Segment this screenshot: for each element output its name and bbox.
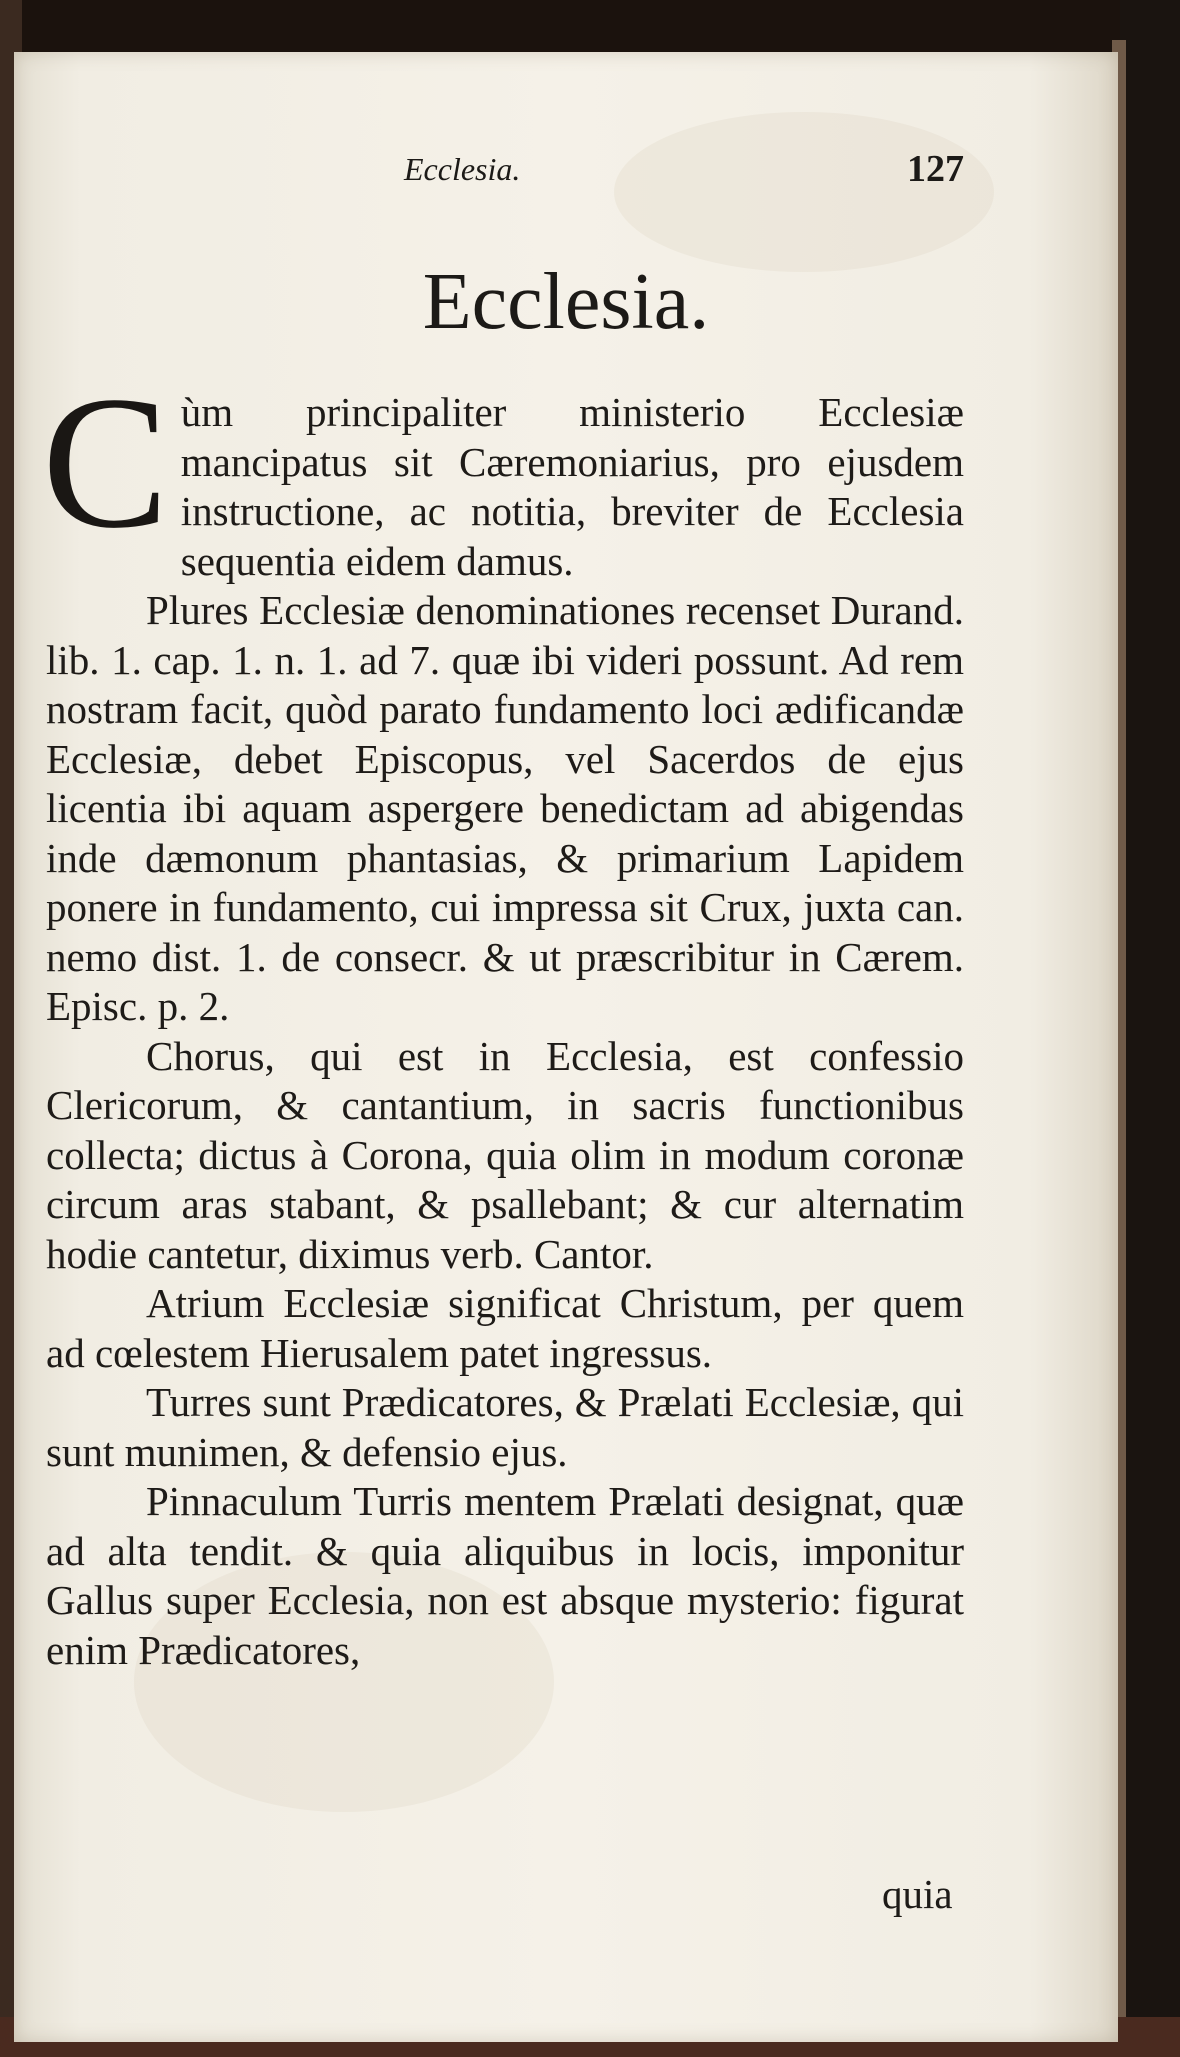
chapter-heading: Ecclesia. — [422, 258, 710, 346]
paragraph-2: Plures Ecclesiæ denominationes recenset Durand. lib. 1. cap. 1. n. 1. ad 7. quæ ibi videri possunt. Ad rem nostram facit, quòd parato fundamento loci ædificandæ Ecclesiæ, debet Episcopus, vel Sacerdos de ejus licentia ibi aquam aspergere benedictam ad abigendas inde dæmonum phantasias, & primarium Lapidem ponere in fundamento, cui impressa sit Crux, juxta can. nemo dist. 1. de consecr. & ut præscribitur in Cærem. Episc. p. 2. — [46, 587, 964, 1029]
book-page — [14, 52, 1118, 2042]
catchword: quia — [882, 1871, 953, 1917]
drop-cap: C — [42, 358, 169, 568]
paragraph-5: Turres sunt Prædicatores, & Prælati Ecclesiæ, qui sunt munimen, & defensio ejus. — [46, 1379, 964, 1475]
running-head-title: Ecclesia. — [404, 151, 521, 187]
running-head — [14, 147, 1118, 197]
paragraph-6: Pinnaculum Turris mentem Prælati designat, quæ ad alta tendit. & quia aliquibus in locis, imponitur Gallus super Ecclesia, non est absque mysterio: figurat enim Prædicatores, — [46, 1478, 964, 1673]
paragraph-1-text: ùm principaliter ministerio Ecclesiæ mancipatus sit Cæremoniarius, pro ejusdem instructione, ac notitia, breviter de Ecclesia sequentia eidem damus. — [180, 389, 964, 584]
scan-background-top — [0, 0, 1180, 55]
page-number: 127 — [907, 148, 964, 190]
paragraph-4: Atrium Ecclesiæ significat Christum, per quem ad cœlestem Hierusalem patet ingressus. — [46, 1280, 964, 1376]
paragraph-1 — [42, 358, 964, 586]
body-text — [42, 358, 964, 1675]
scan-background-right — [1120, 0, 1180, 2057]
paragraph-3: Chorus, qui est in Ecclesia, est confessio Clericorum, & cantantium, in sacris functionibus collecta; dictus à Corona, quia olim in modum coronæ circum aras stabant, & psallebant; & cur alternatim hodie cantetur, diximus verb. Cantor. — [46, 1032, 964, 1277]
